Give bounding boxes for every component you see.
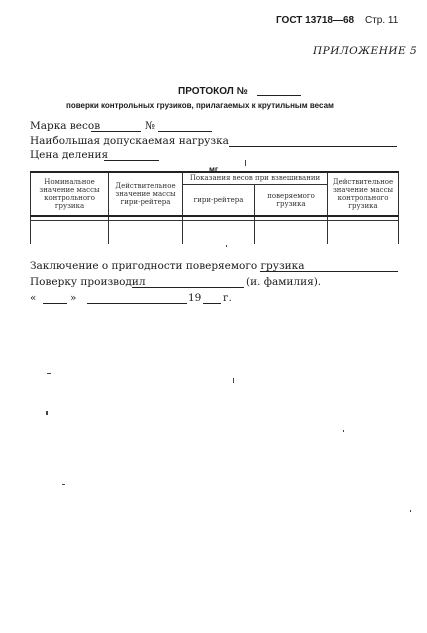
brand-line (91, 131, 141, 132)
date-open-quote: « (30, 292, 37, 304)
verifier-label: Поверку производил (30, 276, 146, 288)
scan-speck (226, 245, 227, 247)
number-sign: № (145, 120, 155, 132)
max-load-label: Наибольшая допускаемая нагрузка (30, 135, 229, 147)
scan-speck (245, 160, 246, 166)
col-weight-reading: поверяемого грузика (255, 184, 328, 216)
col-actual-mass: Действительное значение массы контрольного грузика (328, 172, 399, 216)
division-label: Цена деления (30, 149, 109, 161)
conclusion-label: Заключение о пригодности поверяемого грузика (30, 260, 305, 272)
year-suffix: г. (223, 292, 232, 304)
division-line (104, 160, 159, 161)
standard-number: ГОСТ 13718—68 (276, 15, 355, 26)
name-hint: (и. фамилия). (246, 276, 322, 288)
col-nominal-mass: Номинальное значение массы контрольного грузика (31, 172, 109, 216)
day-line (43, 303, 67, 304)
scan-speck (62, 484, 65, 485)
appendix-label: ПРИЛОЖЕНИЕ 5 (313, 45, 418, 57)
protocol-subtitle: поверки контрольных грузиков, прилагаемых к крутильным весам (66, 101, 334, 110)
scan-speck (233, 378, 234, 383)
table-cell (109, 220, 183, 244)
brand-label: Марка весов (30, 120, 101, 132)
col-rider-mass: Действительное значение массы гири-рейтера (109, 172, 183, 216)
unit-label: мг (209, 165, 219, 174)
protocol-number-line (257, 95, 301, 96)
date-close-quote: » (70, 292, 77, 304)
scan-speck (343, 430, 344, 432)
protocol-table (30, 171, 399, 244)
scan-speck (46, 411, 48, 415)
verifier-line (132, 287, 244, 288)
scan-speck (410, 510, 411, 512)
col-rider-reading: гири-рейтера (183, 184, 255, 216)
year-prefix: 19 (188, 292, 202, 304)
number-line (158, 131, 212, 132)
conclusion-line (260, 271, 398, 272)
month-line (87, 303, 187, 304)
table-cell (31, 220, 109, 244)
table-cell (255, 220, 328, 244)
max-load-line (229, 146, 397, 147)
scan-speck (47, 373, 51, 374)
page-number: Стр. 11 (365, 15, 399, 26)
table-cell (328, 220, 399, 244)
col-readings-group: Показания весов при взвешивании (183, 172, 328, 184)
protocol-title: ПРОТОКОЛ № (178, 86, 248, 97)
year-line (203, 303, 221, 304)
table-cell (183, 220, 255, 244)
